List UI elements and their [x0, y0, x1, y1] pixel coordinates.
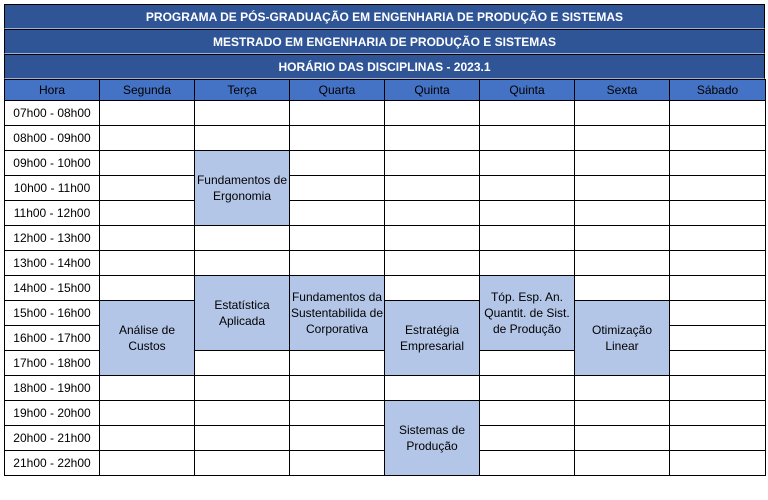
hour-cell: 07h00 - 08h00 [5, 101, 100, 126]
empty-cell [290, 376, 385, 401]
empty-cell [290, 126, 385, 151]
empty-cell [100, 276, 195, 301]
header-quinta-2: Quinta [480, 80, 575, 101]
schedule-sheet [4, 4, 765, 476]
course-estrategia-empresarial: Estratégia Empresarial [385, 301, 480, 376]
header-hora: Hora [5, 80, 100, 101]
empty-cell [290, 401, 385, 426]
empty-cell [100, 226, 195, 251]
hour-cell: 09h00 - 10h00 [5, 151, 100, 176]
hour-cell: 12h00 - 13h00 [5, 226, 100, 251]
header-sexta: Sexta [575, 80, 670, 101]
header-terca: Terça [195, 80, 290, 101]
empty-cell [575, 451, 670, 476]
table-row [5, 226, 766, 251]
hour-cell: 13h00 - 14h00 [5, 251, 100, 276]
table-row [5, 126, 766, 151]
empty-cell [100, 251, 195, 276]
empty-cell [480, 351, 575, 376]
empty-cell [195, 401, 290, 426]
empty-cell [195, 126, 290, 151]
empty-cell [575, 226, 670, 251]
masters-title: MESTRADO EM ENGENHARIA DE PRODUÇÃO E SISTEMAS [4, 29, 765, 54]
empty-cell [290, 451, 385, 476]
empty-cell [670, 401, 766, 426]
empty-cell [575, 151, 670, 176]
empty-cell [100, 126, 195, 151]
empty-cell [670, 101, 766, 126]
empty-cell [670, 226, 766, 251]
empty-cell [670, 251, 766, 276]
empty-cell [100, 101, 195, 126]
empty-cell [195, 251, 290, 276]
empty-cell [670, 451, 766, 476]
empty-cell [480, 126, 575, 151]
course-sistemas-producao: Sistemas de Produção [385, 401, 480, 476]
hour-cell: 19h00 - 20h00 [5, 401, 100, 426]
empty-cell [195, 226, 290, 251]
table-row [5, 101, 766, 126]
empty-cell [480, 401, 575, 426]
empty-cell [385, 251, 480, 276]
hour-cell: 08h00 - 09h00 [5, 126, 100, 151]
table-row [5, 276, 766, 301]
empty-cell [290, 176, 385, 201]
header-sabado: Sábado [670, 80, 766, 101]
empty-cell [575, 376, 670, 401]
empty-cell [575, 101, 670, 126]
course-analise-custos: Análise de Custos [100, 301, 195, 376]
hour-cell: 20h00 - 21h00 [5, 426, 100, 451]
empty-cell [385, 151, 480, 176]
empty-cell [575, 401, 670, 426]
empty-cell [670, 301, 766, 326]
empty-cell [670, 326, 766, 351]
empty-cell [575, 251, 670, 276]
table-row [5, 376, 766, 401]
empty-cell [100, 426, 195, 451]
empty-cell [195, 101, 290, 126]
empty-cell [480, 426, 575, 451]
hour-cell: 10h00 - 11h00 [5, 176, 100, 201]
hour-cell: 16h00 - 17h00 [5, 326, 100, 351]
empty-cell [385, 376, 480, 401]
empty-cell [575, 426, 670, 451]
empty-cell [670, 176, 766, 201]
empty-cell [670, 426, 766, 451]
empty-cell [670, 126, 766, 151]
empty-cell [195, 351, 290, 376]
course-fundamentos-ergonomia: Fundamentos de Ergonomia [195, 151, 290, 226]
empty-cell [480, 451, 575, 476]
empty-cell [290, 226, 385, 251]
empty-cell [480, 226, 575, 251]
schedule-title: HORÁRIO DAS DISCIPLINAS - 2023.1 [4, 54, 765, 79]
empty-cell [670, 376, 766, 401]
empty-cell [670, 151, 766, 176]
hour-cell: 21h00 - 22h00 [5, 451, 100, 476]
table-row [5, 401, 766, 426]
empty-cell [480, 201, 575, 226]
empty-cell [100, 151, 195, 176]
empty-cell [575, 276, 670, 301]
table-row [5, 301, 766, 326]
header-quarta: Quarta [290, 80, 385, 101]
hour-cell: 11h00 - 12h00 [5, 201, 100, 226]
empty-cell [385, 276, 480, 301]
empty-cell [100, 201, 195, 226]
schedule-table [4, 79, 766, 476]
empty-cell [480, 151, 575, 176]
course-estatistica-aplicada: Estatística Aplicada [195, 276, 290, 351]
empty-cell [195, 426, 290, 451]
table-row [5, 201, 766, 226]
hour-cell: 18h00 - 19h00 [5, 376, 100, 401]
hour-cell: 17h00 - 18h00 [5, 351, 100, 376]
empty-cell [670, 276, 766, 301]
empty-cell [385, 226, 480, 251]
empty-cell [100, 401, 195, 426]
header-quinta: Quinta [385, 80, 480, 101]
empty-cell [385, 176, 480, 201]
header-segunda: Segunda [100, 80, 195, 101]
empty-cell [290, 201, 385, 226]
empty-cell [290, 426, 385, 451]
course-fundamentos-sustentabilidade: Fundamentos da Sustentabilida de Corporativa [290, 276, 385, 351]
empty-cell [575, 126, 670, 151]
hour-cell: 14h00 - 15h00 [5, 276, 100, 301]
empty-cell [480, 176, 575, 201]
empty-cell [575, 176, 670, 201]
empty-cell [480, 251, 575, 276]
course-topicos-especiais: Tóp. Esp. An. Quantit. de Sist. de Produção [480, 276, 575, 351]
empty-cell [100, 376, 195, 401]
empty-cell [195, 451, 290, 476]
header-row [5, 80, 766, 101]
program-title: PROGRAMA DE PÓS-GRADUAÇÃO EM ENGENHARIA DE PRODUÇÃO E SISTEMAS [4, 4, 765, 29]
empty-cell [100, 176, 195, 201]
empty-cell [290, 151, 385, 176]
table-row [5, 176, 766, 201]
empty-cell [670, 351, 766, 376]
empty-cell [385, 201, 480, 226]
hour-cell: 15h00 - 16h00 [5, 301, 100, 326]
course-otimizacao-linear: Otimização Linear [575, 301, 670, 376]
empty-cell [290, 351, 385, 376]
empty-cell [670, 201, 766, 226]
empty-cell [100, 451, 195, 476]
empty-cell [480, 376, 575, 401]
empty-cell [290, 101, 385, 126]
empty-cell [385, 126, 480, 151]
empty-cell [290, 251, 385, 276]
empty-cell [480, 101, 575, 126]
table-row [5, 151, 766, 176]
empty-cell [575, 201, 670, 226]
table-row [5, 251, 766, 276]
empty-cell [195, 376, 290, 401]
empty-cell [385, 101, 480, 126]
